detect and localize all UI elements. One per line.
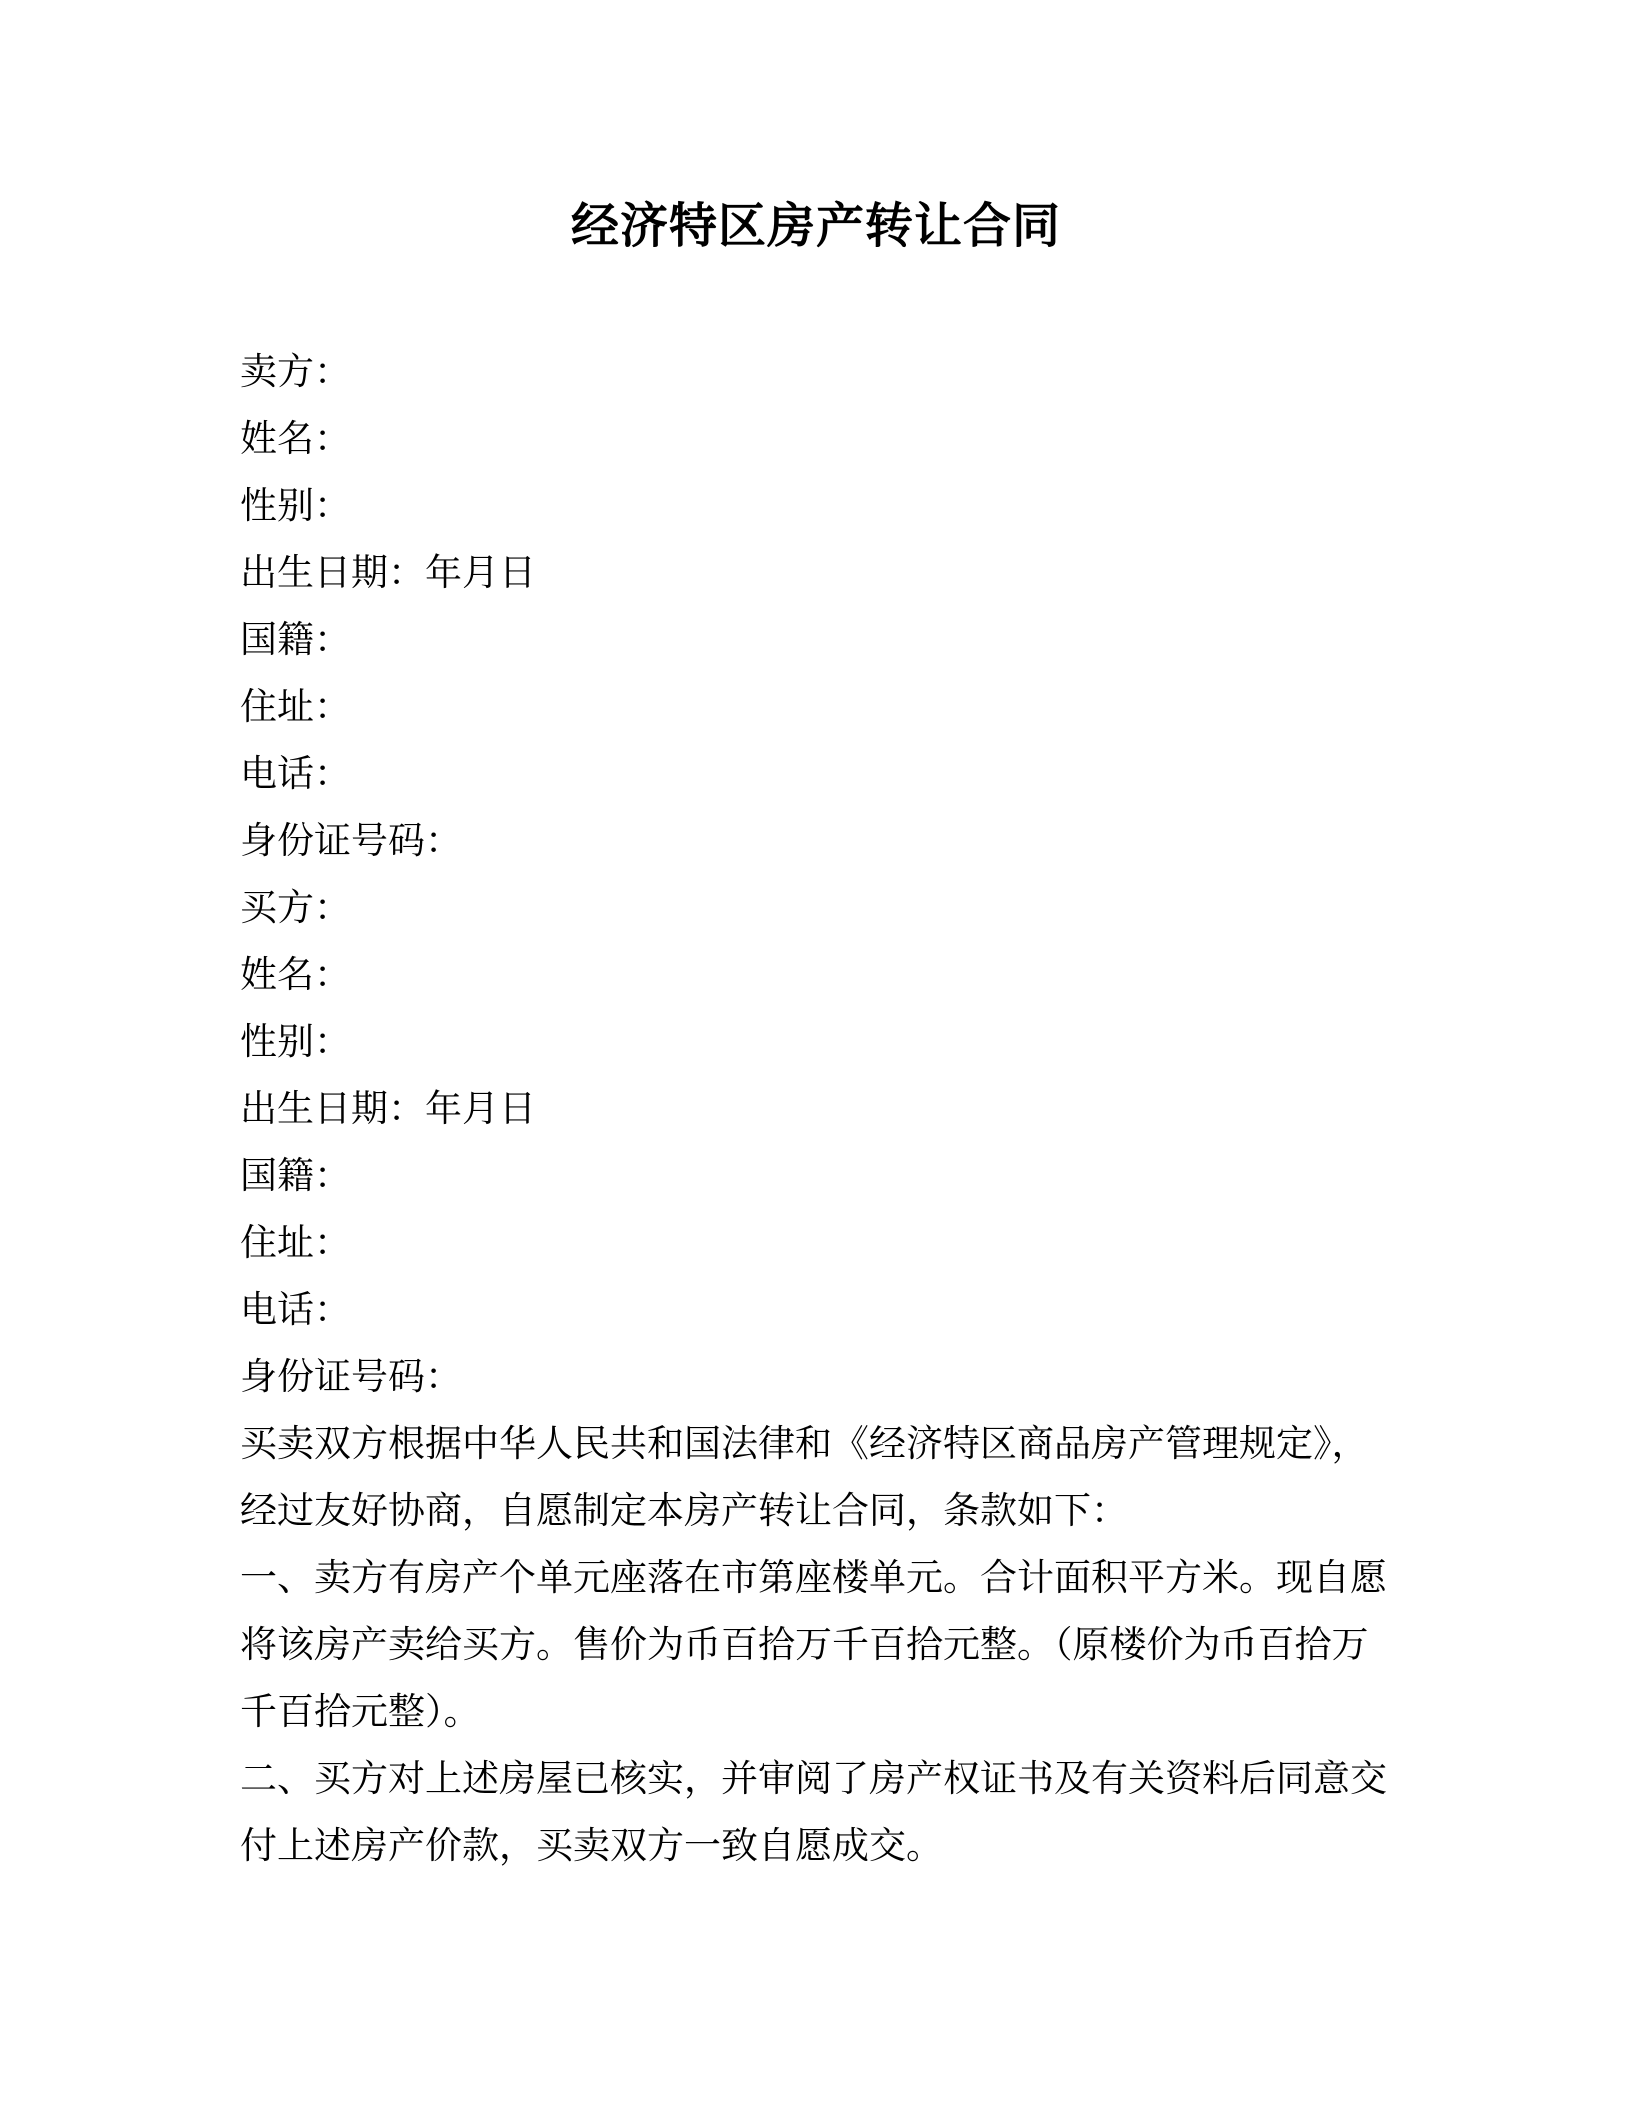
seller-id-number-field: 身份证号码： [240,819,462,862]
clause-2-paragraph: 二、买方对上述房屋已核实，并审阅了房产权证书及有关资料后同意交付上述房产价款，买卖双方一致自愿成交。 [240,1757,1387,1867]
seller-name-field: 姓名： [240,417,351,460]
buyer-phone-field: 电话： [240,1288,351,1331]
buyer-gender-field: 性别： [240,1020,351,1063]
buyer-birth-date-field: 出生日期：年月日 [240,1087,536,1130]
buyer-name-field: 姓名： [240,953,351,996]
contract-title: 经济特区房产转让合同 [570,198,1061,254]
seller-birth-date-field: 出生日期：年月日 [240,551,536,594]
buyer-nationality-field: 国籍： [240,1154,351,1197]
preamble-paragraph: 买卖双方根据中华人民共和国法律和《经济特区商品房产管理规定》，经过友好协商，自愿制定本房产转让合同，条款如下： [240,1422,1369,1532]
seller-nationality-field: 国籍： [240,618,351,661]
contract-body [240,338,1400,1879]
clause-1-paragraph: 一、卖方有房产个单元座落在市第座楼单元。合计面积平方米。现自愿将该房产卖给买方。售价为币百拾万千百拾元整。（原楼价为币百拾万千百拾元整）。 [240,1556,1387,1733]
seller-address-field: 住址： [240,685,351,728]
seller-gender-field: 性别： [240,484,351,527]
seller-heading: 卖方： [240,350,351,393]
seller-phone-field: 电话： [240,752,351,795]
buyer-heading: 买方： [240,886,351,929]
buyer-id-number-field: 身份证号码： [240,1355,462,1398]
buyer-address-field: 住址： [240,1221,351,1264]
